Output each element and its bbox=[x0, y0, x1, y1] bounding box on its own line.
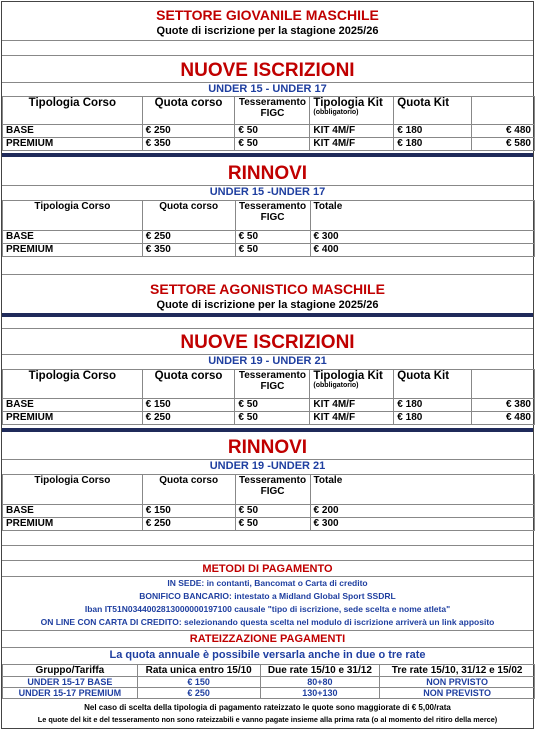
rate-note: Nel caso di scelta della tipologia di pagamento rateizzato le quote sono maggiorate di € 5,00/rata bbox=[84, 703, 451, 712]
table-row: PREMIUM € 250 € 50 KIT 4M/F € 180 € 480 bbox=[3, 412, 535, 425]
agonistico-rinnovi-title: RINNOVI bbox=[227, 437, 308, 458]
agonistico-nuove-title: NUOVE ISCRIZIONI bbox=[180, 332, 355, 353]
giovanile-rinnovi-title: RINNOVI bbox=[227, 163, 308, 184]
table-row: UNDER 15-17 BASE € 150 80+80 NON PRVISTO bbox=[3, 677, 535, 688]
col-quota-kit: Quota Kit bbox=[394, 97, 472, 125]
rate-note: Le quote del kit e del tesseramento non sono rateizzabili e vanno pagate insieme alla prima rata (o al momento del ritiro della merce) bbox=[37, 715, 498, 724]
col-tesseramento: Tesseramento FIGC bbox=[235, 97, 310, 125]
table-row: PREMIUM € 250 € 50 € 300 bbox=[3, 518, 535, 531]
rateizzazione-title: RATEIZZAZIONE PAGAMENTI bbox=[189, 633, 346, 645]
col-quota-corso: Quota corso bbox=[142, 97, 235, 125]
agonistico-nuove-age: UNDER 19 - UNDER 21 bbox=[208, 355, 327, 367]
agonistico-rinnovi-age: UNDER 19 -UNDER 21 bbox=[209, 460, 326, 472]
rateizzazione-table: Gruppo/Tariffa Rata unica entro 15/10 Due rate 15/10 e 31/12 Tre rate 15/10, 31/12 e 15/02 UNDER 15-17 BASE € 150 80+80 NON PRVISTO UNDER 15-17 PREMIUM € 250 130+130 NON PREVISTO bbox=[2, 664, 535, 699]
pagamento-line: Iban IT51N0344002813000000197100 causale "tipo di iscrizione, sede scelta e nome atleta" bbox=[84, 604, 451, 614]
giovanile-nuove-title: NUOVE ISCRIZIONI bbox=[180, 60, 355, 81]
col-tipologia-corso: Tipologia Corso bbox=[3, 97, 143, 125]
pagamento-title: METODI DI PAGAMENTO bbox=[202, 563, 333, 575]
giovanile-nuove-table bbox=[2, 96, 535, 151]
table-row: PREMIUM € 350 € 50 € 400 bbox=[3, 244, 535, 257]
agonistico-subtitle: Quote di iscrizione per la stagione 2025/26 bbox=[156, 299, 379, 311]
rateizzazione-subtitle: La quota annuale è possibile versarla anche in due o tre rate bbox=[109, 649, 426, 661]
giovanile-nuove-age: UNDER 15 - UNDER 17 bbox=[208, 83, 327, 95]
agonistico-title: SETTORE AGONISTICO MASCHILE bbox=[150, 281, 385, 297]
pagamento-line: ON LINE CON CARTA DI CREDITO: selezionando questa scelta nel modulo di iscrizione arriverà un link apposito bbox=[40, 617, 495, 627]
fee-sheet bbox=[1, 1, 534, 729]
col-tipologia-kit: Tipologia Kit (obbligatorio) bbox=[310, 97, 394, 125]
pagamento-line: BONIFICO BANCARIO: intestato a Midland Global Sport SSDRL bbox=[139, 591, 396, 601]
giovanile-rinnovi-table: Tipologia Corso Quota corso Tesseramento FIGC Totale BASE € 250 € 50 € 300 PREMIUM € 350 € 50 € 400 bbox=[2, 200, 535, 257]
giovanile-rinnovi-age: UNDER 15 -UNDER 17 bbox=[209, 186, 326, 198]
table-row: UNDER 15-17 PREMIUM € 250 130+130 NON PREVISTO bbox=[3, 688, 535, 699]
agonistico-nuove-table: Tipologia Corso Quota corso Tesseramento FIGC Tipologia Kit (obbligatorio) Quota Kit BASE € 150 € 50 KIT 4M/F € 180 € 380 PREMIUM € 250 € 50 KIT 4M/F € 180 € 480 bbox=[2, 369, 535, 425]
table-row: BASE € 150 € 50 KIT 4M/F € 180 € 380 bbox=[3, 399, 535, 412]
giovanile-title: SETTORE GIOVANILE MASCHILE bbox=[156, 7, 379, 23]
table-row: PREMIUM € 350 € 50 KIT 4M/F € 180 € 580 bbox=[3, 138, 535, 151]
giovanile-subtitle: Quote di iscrizione per la stagione 2025/26 bbox=[156, 25, 379, 37]
table-row: BASE € 250 € 50 € 300 bbox=[3, 231, 535, 244]
pagamento-line: IN SEDE: in contanti, Bancomat o Carta di credito bbox=[167, 578, 368, 588]
table-row: BASE € 250 € 50 KIT 4M/F € 180 € 480 bbox=[3, 125, 535, 138]
agonistico-rinnovi-table: Tipologia Corso Quota corso Tesseramento FIGC Totale BASE € 150 € 50 € 200 PREMIUM € 250 € 50 € 300 bbox=[2, 474, 535, 531]
table-row: BASE € 150 € 50 € 200 bbox=[3, 505, 535, 518]
